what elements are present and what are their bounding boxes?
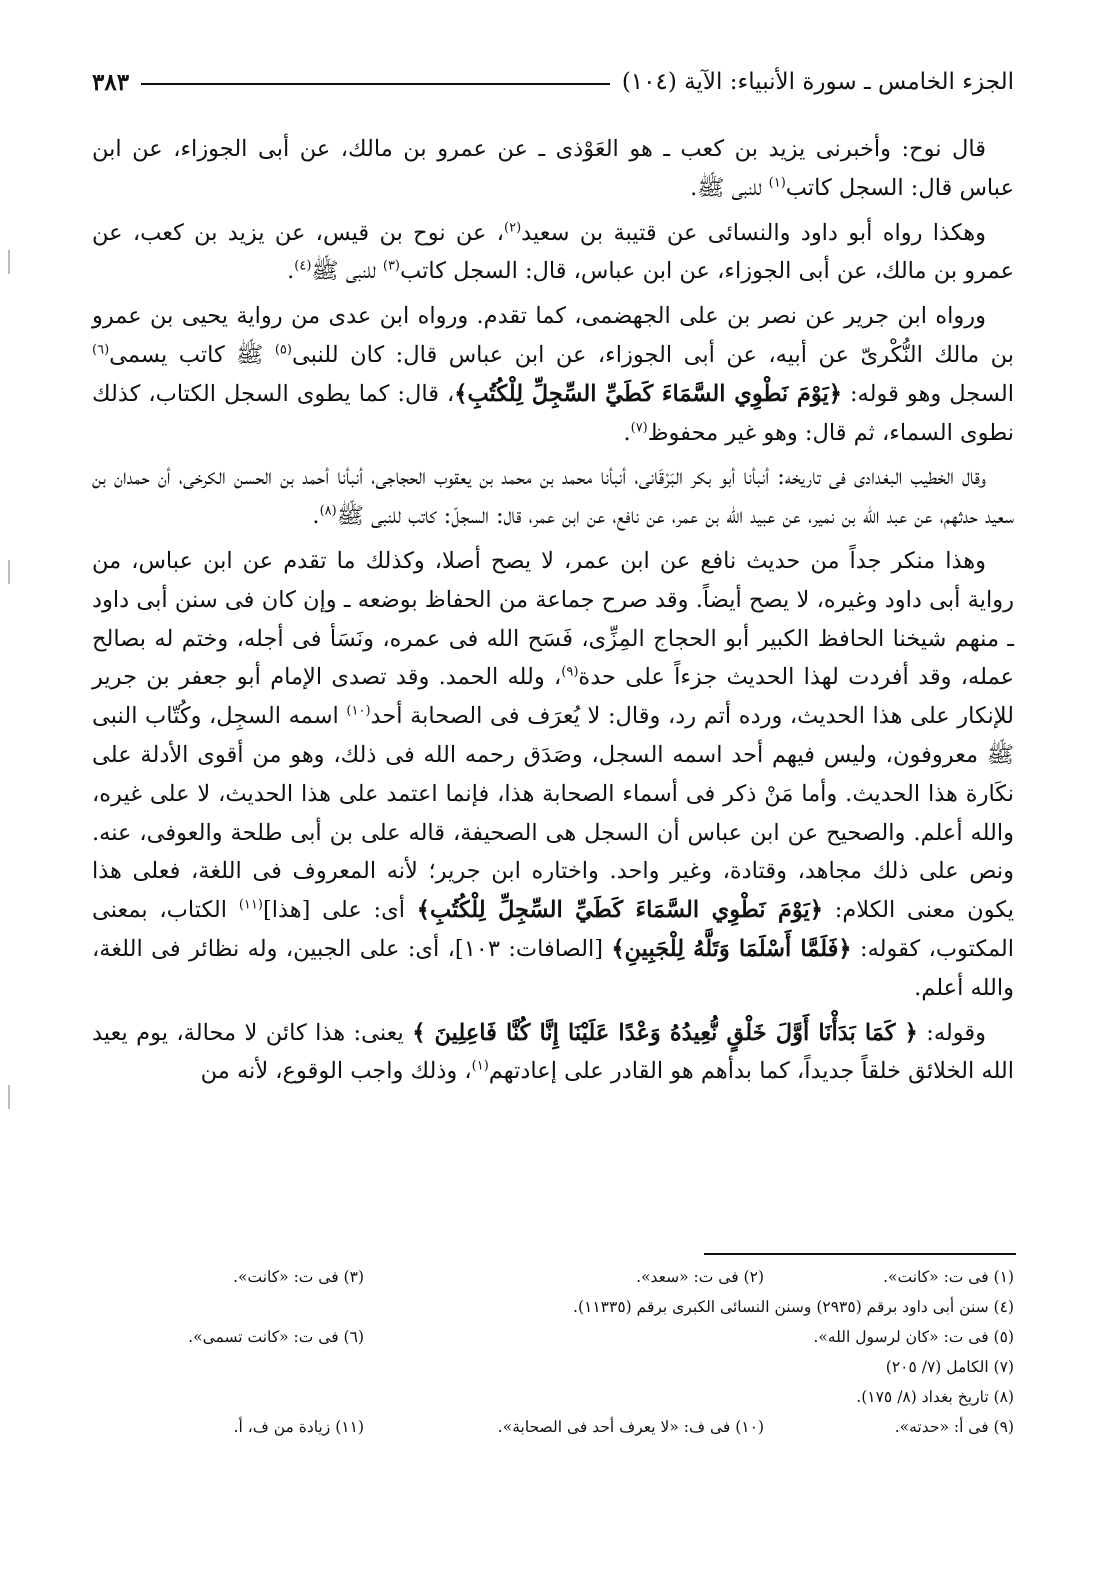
footnote: (٧) الكامل (٧/ ٢٠٥) [885,1358,1014,1376]
text-run: وهذا منكر جداً من حديث نافع عن ابن عمر، لا يصح أصلا، وكذلك ما تقدم عن ابن عباس، من رواية أبى داود وغيره، لا يصح أيضاً. وقد صرح جماعة من الحفاظ بوضعه ـ وإن كان فى سنن أبى داود ـ منهم شيخنا الحافظ الكبير أبو الحجاج المِزِّى، فَسَح الله فى عمره، ونَسَأ فى أجله، وختم له بصالح عمله، وقد أفردت لهذا الحديث جزءاً على حدة [92,547,1015,691]
running-title: الجزء الخامس ـ سورة الأنبياء: الآية (١٠٤) [621,69,1014,95]
text-run: . [312,503,320,530]
footnote-ref: (٣) [382,258,400,274]
footnote-ref: (٥) [274,342,292,358]
text-run: وهكذا رواه أبو داود والنسائى عن قتيبة بن سعيد [521,219,986,246]
text-run: ، وذلك واجب الوقوع، لأنه من [200,1058,472,1085]
footnote: (٢) فى ت: «سعد». [636,1268,764,1286]
running-header [92,62,1014,102]
footnote-ref: (٨) [319,503,337,519]
footnote: (٩) فى أ: «حدته». [894,1418,1014,1436]
paragraph [92,542,1014,1008]
scan-margin-mark [8,560,10,584]
footnote: (٤) سنن أبى داود برقم (٢٩٣٥) وسنن النسائى الكبرى برقم (١١٣٣٥). [573,1298,1014,1316]
paragraph [92,1014,1014,1092]
footnote-ref: (٤) [294,258,312,274]
footnote [364,1322,764,1352]
text-run: . [623,419,631,446]
footnote: (١) فى ت: «كانت». [883,1268,1014,1286]
footnote-ref: (٢) [504,220,522,236]
scan-margin-mark [8,250,10,274]
paragraph [92,297,1014,452]
scan-margin-mark [8,1085,10,1109]
header-rule [141,83,610,85]
text-run: . [287,258,295,285]
text-run: يعنى: هذا كائن لا محالة، يوم يعيد الله الخلائق خلقاً جديداً، كما بدأهم هو القادر على إعادتهم [92,1019,1014,1085]
footnote-ref: (١٠) [346,703,371,719]
main-text [92,130,1014,1097]
footnote-ref: (٩) [561,664,579,680]
text-run: ﷺ كاتب يسمى [109,341,275,368]
footnote-ref: (٧) [630,420,648,436]
footnote-row [150,1262,1014,1292]
footnote-row [150,1352,1014,1382]
quran-verse: ﴿يَوْمَ نَطْوِي السَّمَاءَ كَطَيِّ السِّجِلِّ لِلْكُتُبِ﴾ [454,380,842,407]
paragraph [92,130,1014,208]
text-run: [الصافات: ١٠٣]، أى: على الجبين، وله نظائر فى اللغة، والله أعلم. [92,935,1014,1001]
footnote: (٦) فى ت: «كانت تسمى». [188,1328,364,1346]
footnote: (١٠) فى ف: «لا يعرف أحد فى الصحابة». [497,1418,764,1436]
footnote-row [150,1412,1014,1442]
footnote-row [150,1322,1014,1352]
paragraph [92,214,1014,292]
text-run: أى: على [هذا] [262,897,417,924]
text-run: الكتاب، بمعنى المكتوب، كقوله: [92,897,1014,962]
footnote-ref: (١) [471,1058,489,1074]
footnote-ref: (١) [768,175,786,191]
text-run: ورواه ابن جرير عن نصر بن على الجهضمى، كما تقدم. ورواه ابن عدى من رواية يحيى بن عمرو بن مالك النُّكْرىّ عن أبيه، عن أبى الجوزاء، عن ابن عباس قال: كان للنبى [92,303,1014,368]
quran-verse: ﴿يَوْمَ نَطْوِي السَّمَاءَ كَطَيِّ السِّجِلِّ لِلْكُتُبِ﴾ [416,897,823,924]
text-run: ، ولله الحمد. وقد تصدى الإمام أبو جعفر بن جرير للإنكار على هذا الحديث، ورده أتم رد، وقال: لا يُعرَف فى الصحابة أحد [92,664,1014,730]
footnote: (١١) زيادة من ف، أ. [233,1418,364,1436]
text-run: ، عن نوح بن قيس، عن يزيد بن كعب، عن عمرو بن مالك، عن أبى الجوزاء، عن ابن عباس، قال: السجل كاتب [92,219,1014,285]
text-run: وقال الخطيب البغدادى فى تاريخه: أنبأنا أبو بكر البَرْقَانى، أنبأنا محمد بن محمد بن يعقوب الحجاجى، أنبأنا أحمد بن الحسن الكرخى، أن حمدان بن سعيد حدثهم، عن عبد الله بن نمير، عن عبيد الله بن عمر، عن نافع، عن ابن عمر، قال: السجلّ: كاتب للنبى ﷺ [92,464,1014,530]
footnote-separator [704,1253,1016,1255]
text-run: وقوله: [917,1019,986,1046]
footnote-row [150,1292,1014,1322]
page-number: ٣٨٣ [92,68,130,96]
quran-verse: ﴿ كَمَا بَدَأْنَا أَوَّلَ خَلْقٍ نُّعِيدُهُ وَعْدًا عَلَيْنَا إِنَّا كُنَّا فَاعِلِينَ ﴾ [412,1019,918,1046]
footnote-ref: (١١) [238,897,263,913]
footnotes [150,1262,1014,1442]
footnote-row [150,1382,1014,1412]
footnote-ref: (٦) [92,342,110,358]
paragraph [92,458,1014,536]
text-run: ، قال: كما يطوى السجل الكتاب، كذلك نطوى السماء، ثم قال: وهو غير محفوظ [92,380,1014,446]
footnote: (٨) تاريخ بغداد (٨/ ١٧٥). [856,1388,1014,1406]
footnote: (٥) فى ت: «كان لرسول الله». [813,1328,1014,1346]
text-run: للنبى ﷺ. [690,174,769,201]
quran-verse: ﴿فَلَمَّا أَسْلَمَا وَتَلَّهُ لِلْجَبِينِ﴾ [611,935,852,962]
text-run: السجل وهو قوله: [841,380,1014,407]
text-run: اسمه السجِل، وكُتّاب النبى ﷺ معروفون، وليس فيهم أحد اسمه السجل، وصَدَق رحمه الله فى ذلك، وهو من أقوى الأدلة على نكَارة هذا الحديث. وأما مَنْ ذكر فى أسماء الصحابة هذا، فإنما اعتمد على هذا الحديث، لا على غيره، والله أعلم. والصحيح عن ابن عباس أن السجل هى الصحيفة، قاله على بن أبى طلحة والعوفى، عنه. ونص على ذلك مجاهد، وقتادة، وغير واحد. واختاره ابن جرير؛ لأنه المعروف فى اللغة، فعلى هذا يكون معنى الكلام: [92,703,1015,924]
text-run: قال نوح: وأخبرنى يزيد بن كعب ـ هو العَوْذى ـ عن عمرو بن مالك، عن أبى الجوزاء، عن ابن عباس قال: السجل كاتب [92,136,1014,201]
text-run: للنبى ﷺ [311,258,383,285]
footnote: (٣) فى ت: «كانت». [233,1268,364,1286]
